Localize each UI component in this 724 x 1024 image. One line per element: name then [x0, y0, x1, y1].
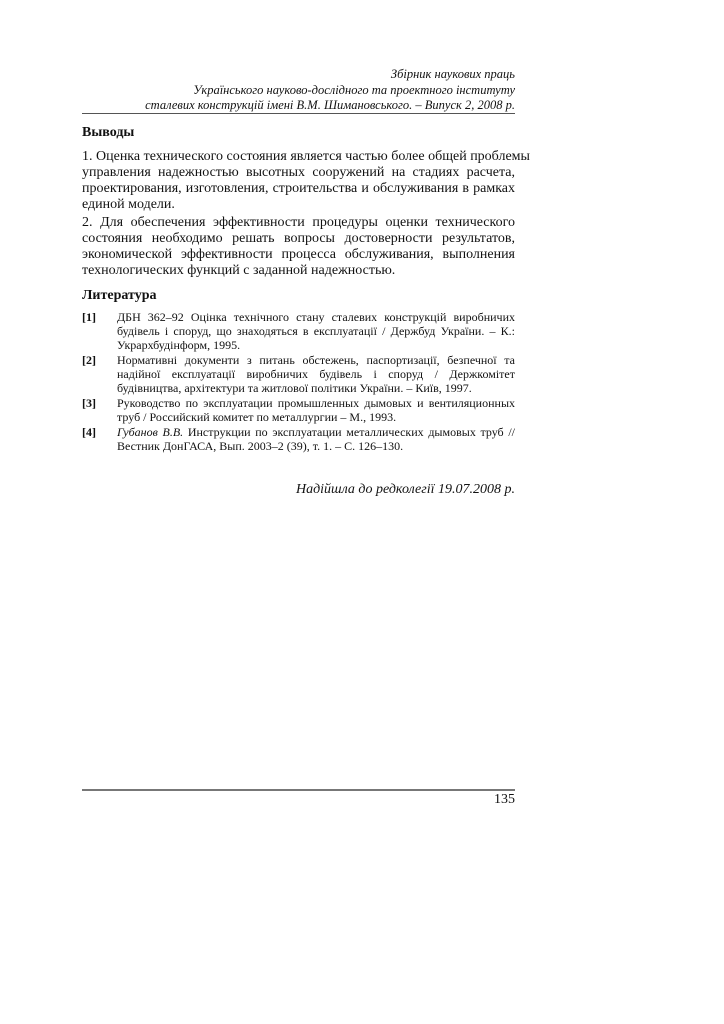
- reference-line: Руководство по эксплуатации промышленных дымовых и вентиляционных: [117, 396, 515, 410]
- reference-line: Нормативні документи з питань обстежень, паспортизації, безпечної та: [117, 353, 515, 367]
- reference-number: [4]: [82, 425, 96, 439]
- reference-line: ДБН 362–92 Оцінка технічного стану сталевих конструкцій виробничих: [117, 310, 515, 324]
- reference-text: Инструкции по эксплуатации металлических дымовых труб //: [183, 425, 515, 439]
- reference-line: будівництва, архітектури та житлової політики України. – Київ, 1997.: [117, 381, 472, 395]
- reference-line: надійної експлуатації виробничих будівель і споруд / Держкомітет: [117, 367, 515, 381]
- paragraph-line: единой модели.: [82, 197, 175, 212]
- header-rule: [82, 113, 515, 114]
- page-number: 135: [494, 792, 515, 807]
- reference-line: [117, 425, 515, 440]
- paragraph-line: технологических функций с заданной надежностью.: [82, 263, 396, 278]
- paragraph-line: 2. Для обеспечения эффективности процедуры оценки технического: [82, 215, 515, 230]
- paragraph-line: проектирования, изготовления, строительства и обслуживания в рамках: [82, 181, 515, 196]
- reference-author: Губанов В.В.: [117, 425, 184, 439]
- reference-number: [1]: [82, 310, 96, 324]
- journal-header-line-1: Збірник наукових праць: [390, 67, 515, 81]
- journal-header-line-2: Українського науково-дослідного та проектного інституту: [193, 83, 515, 97]
- footer-rule: [82, 789, 515, 791]
- reference-line: Вестник ДонГАСА, Вып. 2003–2 (39), т. 1. – С. 126–130.: [117, 439, 404, 453]
- reference-number: [3]: [82, 396, 96, 410]
- conclusions-heading: Выводы: [82, 125, 135, 140]
- journal-header-line-3: сталевих конструкцій імені В.М. Шимановського. – Випуск 2, 2008 р.: [145, 98, 515, 112]
- paragraph-line: 1. Оценка технического состояния является частью более общей проблемы: [82, 149, 530, 164]
- paragraph-line: управления надежностью высотных сооружений на стадиях расчета,: [82, 165, 515, 180]
- references-heading: Литература: [82, 288, 157, 303]
- paragraph-line: состояния необходимо решать вопросы достоверности результатов,: [82, 231, 515, 246]
- reference-line: труб / Российский комитет по металлургии – М., 1993.: [117, 410, 397, 424]
- paragraph-line: экономической эффективности процесса обслуживания, выполнения: [82, 247, 515, 262]
- received-date: Надійшла до редколегії 19.07.2008 р.: [295, 482, 515, 497]
- reference-line: будівель і споруд, що знаходяться в експлуатації / Держбуд України. – К.:: [117, 324, 515, 338]
- reference-line: Укрархбудінформ, 1995.: [117, 338, 241, 352]
- reference-number: [2]: [82, 353, 96, 367]
